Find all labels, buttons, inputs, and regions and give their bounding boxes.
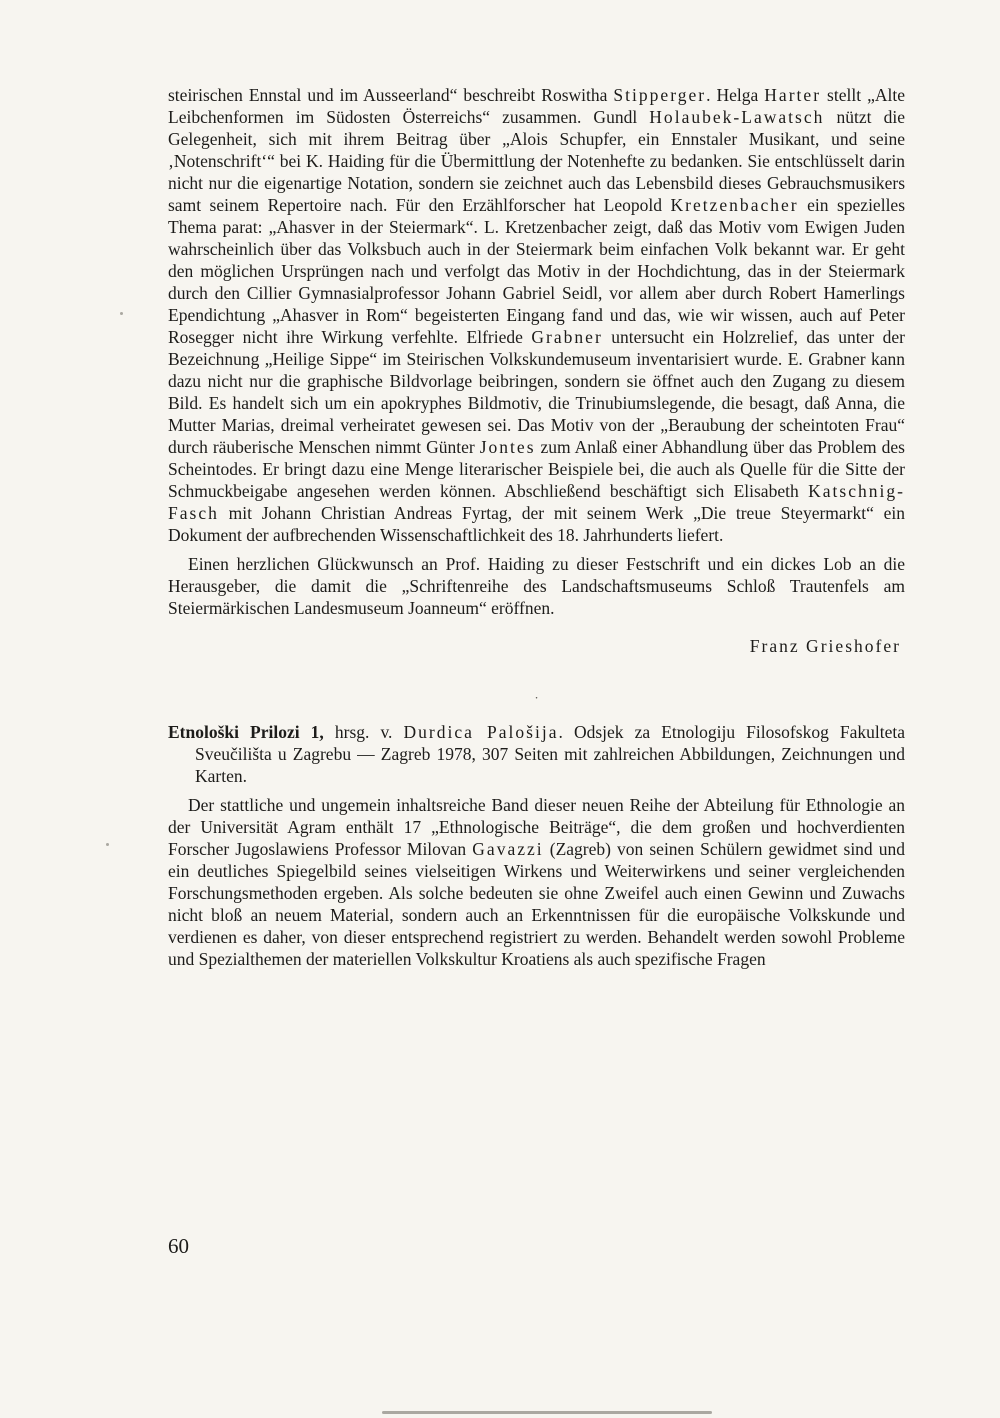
text-run: nützt die Gelegenheit, sich mit ihrem Beitrag über „Alois Schupfer, ein Ennstaler Musikant, und seine ‚Notenschrift‘“ bei K. Haiding für die Übermittlung der Notenhefte zu bedanken. Sie entschlüsselt darin nicht nur die eigenartige Notation, sondern sie zeichnet auch das Lebensbild dieses Gebrauchsmusikers samt seinem Repertoire nach. Für den Erzählforscher hat Leopold <box>168 107 905 215</box>
text-run: mit Johann Christian Andreas Fyrtag, der mit seinem Werk „Die treue Steyermarkt“ ein Dokument der aufbrechenden Wissenschaftlichkeit des 18. Jahrhunderts liefert. <box>168 503 905 545</box>
text-run: Der stattliche und ungemein inhaltsreiche Band dieser neuen Reihe der Abteilung für Ethnologie an der Universität Agram enthält 17 „Ethnologische Beiträge“, die dem großen und hochverdienten Forscher Jugoslawiens Professor Milovan <box>168 795 905 859</box>
review-heading-etnoloski-prilozi <box>168 721 905 787</box>
person-name-letterspaced: Katschnig-Fasch <box>168 481 905 523</box>
person-name-letterspaced: Jontes <box>479 437 536 457</box>
text-run: ein spezielles Thema parat: „Ahasver in der Steiermark“. L. Kretzenbacher zeigt, daß das Motiv vom Ewigen Juden wahrscheinlich über das Volksbuch auch in der Steiermark beim einfachen Volk bekannt war. Er geht den möglichen Ursprüngen nach und verfolgt das Motiv in der Hochdichtung, das in der Steiermark durch den Cillier Gymnasialprofessor Johann Gabriel Seidl, vor allem aber durch Robert Hamerlings Ependichtung „Ahasver in Rom“ begeisterten Eingang fand und das, wie wir wissen, auch auf Peter Rosegger nicht ihre Wirkung verfehlte. Elfriede <box>168 195 906 347</box>
text-run: zum Anlaß einer Abhandlung über das Problem des Scheintodes. Er bringt dazu eine Menge literarischer Beispiele bei, die auch als Quelle für die Sitte der Schmuckbeigabe angesehen werden können. Abschließend beschäftigt sich Elisabeth <box>168 437 905 501</box>
scan-artifact-bottom-line <box>382 1411 712 1414</box>
closing-paragraph-congratulations <box>168 553 905 619</box>
person-name-letterspaced: Holaubek-Lawatsch <box>649 107 825 127</box>
text-run: (Zagreb) von seinen Schülern gewidmet sind und ein deutliches Spiegelbild seines vielseitigen Wirkens und Weiterwirkens und seiner vergleichenden Forschungsmethoden ergeben. Als solche bedeuten sie ohne Zweifel auch einen Gewinn und Zuwachs nicht bloß an neuem Material, sondern auch an Erkenntnissen für die europäische Volkskunde und verdienen es daher, von dieser entsprechend registriert zu werden. Behandelt werden sowohl Probleme und Spezialthemen der materiellen Volkskultur Kroatiens als auch spezifische Fragen <box>168 839 905 969</box>
reviewer-signature <box>168 635 905 657</box>
text-run: steirischen Ennstal und im Ausseerland“ beschreibt Roswitha <box>168 85 614 105</box>
scan-speck <box>106 843 109 846</box>
section-separator-dot: · <box>534 690 539 705</box>
text-run: untersucht ein Holzrelief, das unter der Bezeichnung „Heilige Sippe“ im Steirischen Volkskundemuseum inventarisiert wurde. E. Grabner kann dazu nicht nur die graphische Bildvorlage beibringen, sondern sie öffnet auch den Zugang zu diesem Bild. Es handelt sich um ein apokryphes Bildmotiv, die Trinubiumslegende, die besagt, daß Anna, die Mutter Marias, dreimal verheiratet gewesen sei. Das Motiv von der „Beraubung der scheintoten Frau“ durch räuberische Menschen nimmt Günter <box>168 327 905 457</box>
person-name-letterspaced: Durdica Palošija <box>403 722 559 742</box>
person-name-letterspaced: Grabner <box>531 327 603 347</box>
body-paragraph-festschrift-review <box>168 84 905 546</box>
text-run: stellt „Alte Leibchenformen im Südosten Österreichs“ zusammen. Gundl <box>168 85 905 127</box>
text-run: Einen herzlichen Glückwunsch an Prof. Haiding zu dieser Festschrift und ein dickes Lob an die Herausgeber, die damit die „Schriftenreihe des Landschaftsmuseums Schloß Trautenfels am Steiermärkischen Landesmuseum Joanneum“ eröffnen. <box>168 554 905 618</box>
person-name-letterspaced: Harter <box>764 85 822 105</box>
person-name-letterspaced: Gavazzi <box>472 839 544 859</box>
page-number: 60 <box>168 1234 189 1258</box>
text-run: . Odsjek za Etnologiju Filosofskog Fakulteta Sveučilišta u Zagrebu — Zagreb 1978, 307 Seiten mit zahlreichen Abbildungen, Zeichnungen und Karten. <box>195 722 905 786</box>
person-name-letterspaced: Franz Grieshofer <box>749 636 901 656</box>
scan-speck <box>120 312 123 315</box>
text-run: hrsg. v. <box>323 722 404 742</box>
text-block <box>168 84 905 970</box>
person-name-letterspaced: Kretzenbacher <box>670 195 799 215</box>
title-bold: Etnološki Prilozi 1, <box>168 722 324 742</box>
text-run: . Helga <box>706 85 765 105</box>
review-body-paragraph-etnoloski <box>168 794 905 970</box>
person-name-letterspaced: Stipperger <box>613 85 707 105</box>
